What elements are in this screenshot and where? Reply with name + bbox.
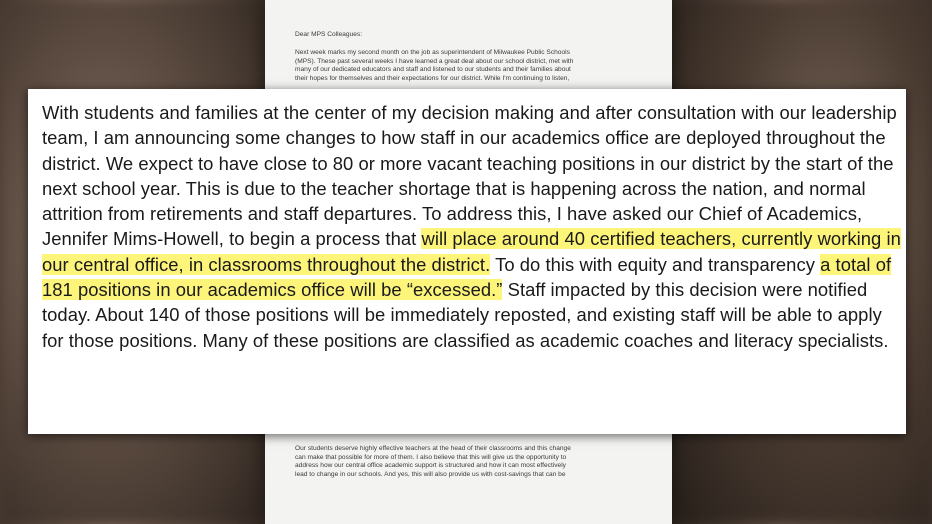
callout-text-part2: To do this with equity and transparency (490, 253, 821, 275)
callout-text-part3: Staff impacted by this decision were notified today. About 140 of those positions will be immediately reposted, and existing staff will be able to apply for those positions. Many of these positions are classified as academic coaches and literacy specialists. (42, 279, 889, 351)
letter-bottom-paragraph: Our students deserve highly effective teachers at the head of their classrooms and this change can make that possible for more of them. I also believe that this will give us the opportunity to address how our central office academic support is structured and how it can most effectively lead to change in our schools. And yes, this will also provide us with cost-savings that can be (295, 445, 571, 478)
highlight-positions: a total of 181 positions in our academics office will be “excessed.” (42, 253, 892, 301)
highlight-teachers: will place around 40 certified teachers, currently working in our central office, in classrooms throughout the district. (42, 228, 901, 275)
letter-greeting: Dear MPS Colleagues: (295, 31, 363, 38)
callout-paragraph (42, 100, 902, 353)
callout-text-part1: With students and families at the center of my decision making and after consultation with our leadership team, I am announcing some changes to how staff in our academics office are deployed throughout the district. We expect to have close to 80 or more vacant teaching positions in our district by the start of the next school year. This is due to the teacher shortage that is happening across the nation, and normal attrition from retirements and staff departures. To address this, I have asked our Chief of Academics, Jennifer Mims-Howell, to begin a process that (42, 102, 897, 250)
letter-top-paragraph: Next week marks my second month on the job as superintendent of Milwaukee Public Schools (MPS). These past several weeks I have learned a great deal about our school district, met with many of our dedicated educators and staff and listened to our students and their families about their hopes for themselves and their expectations for our district. While I'm continuing to listen, (295, 49, 574, 82)
quote-callout (28, 89, 906, 434)
